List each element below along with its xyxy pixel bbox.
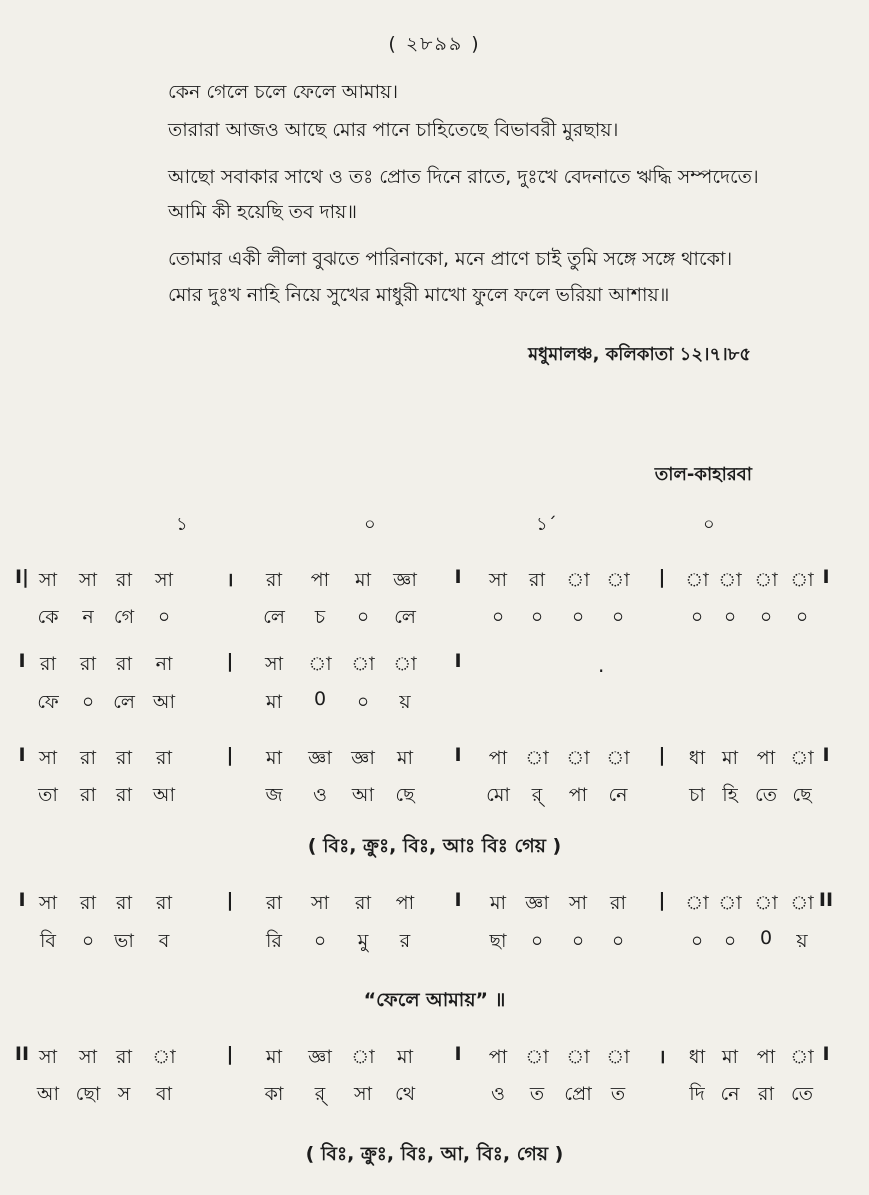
lyric-syllable: ভা bbox=[114, 930, 134, 952]
lyric-syllable: পা bbox=[568, 784, 588, 806]
lyric-line-6: মোর দুঃখ নাহি নিয়ে সুখের মাধুরী মাখো ফুলে ফলে ভরিয়া আশায়॥ bbox=[168, 284, 670, 306]
swara-note: া bbox=[790, 1046, 814, 1068]
swara-note: া bbox=[525, 747, 549, 769]
lyric-syllable: ০ bbox=[795, 606, 809, 628]
lyric-syllable-row bbox=[0, 781, 869, 815]
swara-note: জ্ঞা bbox=[393, 569, 417, 591]
swara-note: সা bbox=[264, 653, 284, 675]
lyric-syllable: ০ bbox=[157, 606, 171, 628]
lyric-syllable: ০ bbox=[81, 930, 95, 952]
lyric-syllable-row bbox=[0, 603, 869, 637]
lyric-syllable: ও bbox=[313, 784, 327, 806]
repeat-instruction-2: ( বিঃ, ক্রুঃ, বিঃ, আ, বিঃ, গেয় ) bbox=[305, 1143, 564, 1165]
lyric-syllable: ০ bbox=[723, 606, 737, 628]
lyric-syllable-row bbox=[0, 1080, 869, 1114]
swara-note: া bbox=[351, 1046, 375, 1068]
swara-note: সা bbox=[568, 892, 588, 914]
swara-note: া bbox=[566, 747, 590, 769]
swara-note: রা bbox=[116, 1046, 132, 1068]
lyric-syllable: ০ bbox=[81, 691, 95, 713]
bar-line: I bbox=[18, 650, 26, 672]
bar-line: I bbox=[822, 566, 830, 588]
lyric-syllable: মু bbox=[357, 930, 369, 952]
swara-note: সা bbox=[78, 569, 98, 591]
lyric-syllable: র bbox=[399, 930, 411, 952]
refrain-note: “ফেলে আমায়” ॥ bbox=[363, 989, 506, 1011]
lyric-syllable: জ bbox=[265, 784, 283, 806]
lyric-syllable: মো bbox=[486, 784, 510, 806]
lyric-syllable: নে bbox=[608, 784, 628, 806]
lyric-syllable: ০ bbox=[313, 930, 327, 952]
swara-note: মা bbox=[265, 1046, 283, 1068]
swara-note: রা bbox=[355, 892, 371, 914]
swara-note: রা bbox=[80, 892, 96, 914]
swara-note: রা bbox=[266, 892, 282, 914]
lyric-syllable: র্ bbox=[531, 784, 543, 806]
bar-line: II bbox=[818, 889, 834, 911]
bar-line: I bbox=[18, 889, 26, 911]
bar-line: I| bbox=[14, 566, 30, 588]
lyric-syllable: ত bbox=[529, 1083, 545, 1105]
lyric-syllable: ব bbox=[158, 930, 170, 952]
bar-line: I bbox=[822, 1043, 830, 1065]
swara-row bbox=[0, 650, 869, 684]
swara-note: া bbox=[754, 892, 778, 914]
lyric-syllable: চা bbox=[689, 784, 705, 806]
swara-note: া bbox=[308, 653, 332, 675]
lyric-syllable: দি bbox=[689, 1083, 705, 1105]
lyric-syllable: চ bbox=[314, 606, 326, 628]
lyric-syllable: ও bbox=[491, 1083, 505, 1105]
lyric-syllable: রি bbox=[266, 930, 282, 952]
swara-note: রা bbox=[116, 747, 132, 769]
lyric-syllable: ন bbox=[82, 606, 94, 628]
bar-line: | bbox=[226, 650, 234, 672]
swara-note: জ্ঞা bbox=[308, 1046, 332, 1068]
lyric-syllable: ০ bbox=[356, 606, 370, 628]
swara-note: ধা bbox=[688, 1046, 706, 1068]
lyric-syllable: সা bbox=[353, 1083, 373, 1105]
beat-marker: ১´ bbox=[536, 514, 557, 535]
lyric-syllable: ০ bbox=[571, 606, 585, 628]
lyric-syllable: রা bbox=[758, 1083, 774, 1105]
lyric-syllable: 0 bbox=[313, 688, 327, 710]
swara-note: রা bbox=[116, 653, 132, 675]
lyric-line-4: আমি কী হয়েছি তব দায়॥ bbox=[168, 201, 358, 223]
swara-note: সা bbox=[78, 1046, 98, 1068]
lyric-syllable: কা bbox=[264, 1083, 284, 1105]
lyric-syllable-row bbox=[0, 688, 869, 722]
lyric-syllable: ০ bbox=[356, 691, 370, 713]
swara-note: া bbox=[685, 892, 709, 914]
swara-note: রা bbox=[610, 892, 626, 914]
lyric-syllable: ০ bbox=[571, 930, 585, 952]
swara-note: মা bbox=[354, 569, 372, 591]
swara-note: সা bbox=[38, 569, 58, 591]
lyric-syllable: আ bbox=[36, 1083, 60, 1105]
swara-note: া bbox=[790, 569, 814, 591]
bar-line: । bbox=[658, 1046, 666, 1068]
lyric-syllable: ত bbox=[610, 1083, 626, 1105]
bar-line: I bbox=[822, 744, 830, 766]
swara-note: া bbox=[606, 569, 630, 591]
lyric-syllable: আ bbox=[152, 784, 176, 806]
swara-note: জ্ঞা bbox=[351, 747, 375, 769]
beat-marker: ০ bbox=[703, 514, 715, 535]
swara-row bbox=[0, 889, 869, 923]
swara-note: রা bbox=[529, 569, 545, 591]
lyric-syllable: তা bbox=[38, 784, 58, 806]
swara-note: পা bbox=[310, 569, 330, 591]
lyric-syllable: ০ bbox=[530, 606, 544, 628]
lyric-syllable: থে bbox=[394, 1083, 416, 1105]
lyric-line-5: তোমার একী লীলা বুঝতে পারিনাকো, মনে প্রাণে চাই তুমি সঙ্গে সঙ্গে থাকো। bbox=[168, 248, 733, 270]
swara-note: সা bbox=[488, 569, 508, 591]
lyric-syllable: বি bbox=[39, 930, 57, 952]
swara-note: া bbox=[718, 569, 742, 591]
swara-note: া bbox=[152, 1046, 176, 1068]
swara-note: া bbox=[685, 569, 709, 591]
lyric-syllable: ০ bbox=[690, 930, 704, 952]
lyric-syllable: ০ bbox=[611, 930, 625, 952]
lyric-syllable: স bbox=[117, 1083, 131, 1105]
lyric-syllable: বা bbox=[155, 1083, 173, 1105]
signature-place-date: মধুমালঞ্চ, কলিকাতা ১২।৭।৮৫ bbox=[528, 344, 751, 365]
swara-note: া bbox=[754, 569, 778, 591]
lyric-syllable: তে bbox=[791, 1083, 813, 1105]
swara-note: া bbox=[606, 1046, 630, 1068]
lyric-syllable: ছো bbox=[75, 1083, 101, 1105]
swara-note: মা bbox=[396, 747, 414, 769]
swara-note: মা bbox=[396, 1046, 414, 1068]
swara-note: া bbox=[718, 892, 742, 914]
repeat-instruction-1: ( বিঃ, ক্রুঃ, বিঃ, আঃ বিঃ গেয় ) bbox=[307, 835, 562, 857]
swara-note: জ্ঞা bbox=[308, 747, 332, 769]
bar-line: I bbox=[454, 1043, 462, 1065]
lyric-line-3: আছো সবাকার সাথে ও তঃ প্রোত দিনে রাতে, দুঃখে বেদনাতে ঋদ্ধি সম্পদেতে। bbox=[168, 166, 759, 188]
lyric-syllable: তে bbox=[755, 784, 777, 806]
bar-line: | bbox=[658, 566, 666, 588]
swara-note: রা bbox=[266, 569, 282, 591]
swara-note: পা bbox=[488, 747, 508, 769]
swara-note: রা bbox=[156, 747, 172, 769]
lyric-syllable: ০ bbox=[491, 606, 505, 628]
lyric-syllable: 0 bbox=[759, 927, 773, 949]
lyric-syllable: গে bbox=[113, 606, 135, 628]
lyric-syllable: আ bbox=[152, 691, 176, 713]
lyric-syllable: ০ bbox=[723, 930, 737, 952]
beat-marker: ০ bbox=[364, 514, 376, 535]
lyric-syllable-row bbox=[0, 927, 869, 961]
lyric-syllable: ছা bbox=[489, 930, 507, 952]
bar-line: I bbox=[18, 744, 26, 766]
bar-line: I bbox=[454, 744, 462, 766]
lyric-syllable: লে bbox=[113, 691, 135, 713]
lyric-syllable: র্ bbox=[314, 1083, 326, 1105]
swara-note: া bbox=[790, 747, 814, 769]
lyric-syllable: মা bbox=[265, 691, 283, 713]
swara-note: রা bbox=[156, 892, 172, 914]
lyric-syllable: ছে bbox=[792, 784, 812, 806]
bar-line: | bbox=[226, 1043, 234, 1065]
lyric-syllable: রা bbox=[80, 784, 96, 806]
bar-line: | bbox=[226, 889, 234, 911]
swara-note: জ্ঞা bbox=[525, 892, 549, 914]
lyric-syllable: ছে bbox=[395, 784, 415, 806]
swara-note: া bbox=[790, 892, 814, 914]
lyric-syllable: নে bbox=[720, 1083, 740, 1105]
bar-line: I bbox=[454, 889, 462, 911]
swara-note: া bbox=[566, 569, 590, 591]
swara-note: া bbox=[525, 1046, 549, 1068]
swara-note: মা bbox=[265, 747, 283, 769]
swara-note: রা bbox=[116, 569, 132, 591]
swara-note: সা bbox=[38, 892, 58, 914]
lyric-syllable: ০ bbox=[759, 606, 773, 628]
taal-label: তাল-কাহারবা bbox=[654, 464, 752, 485]
swara-note: সা bbox=[38, 1046, 58, 1068]
lyric-syllable: ০ bbox=[611, 606, 625, 628]
lyric-syllable: ফে bbox=[37, 691, 59, 713]
bar-line: । bbox=[226, 569, 234, 591]
swara-note: সা bbox=[38, 747, 58, 769]
swara-row bbox=[0, 566, 869, 600]
swara-note: া bbox=[606, 747, 630, 769]
bar-line: I bbox=[454, 566, 462, 588]
lyric-syllable: লে bbox=[263, 606, 285, 628]
bar-line: | bbox=[226, 744, 234, 766]
lyric-syllable: য় bbox=[796, 930, 808, 952]
page-number: ( ২৮৯৯ ) bbox=[388, 33, 481, 55]
swara-note: পা bbox=[395, 892, 415, 914]
swara-row bbox=[0, 1043, 869, 1077]
swara-note: রা bbox=[80, 653, 96, 675]
swara-note: পা bbox=[488, 1046, 508, 1068]
swara-note: না bbox=[155, 653, 173, 675]
swara-note: রা bbox=[80, 747, 96, 769]
swara-note: মা bbox=[721, 747, 739, 769]
lyric-syllable: লে bbox=[394, 606, 416, 628]
bar-line: I bbox=[454, 650, 462, 672]
lyric-line-1: কেন গেলে চলে ফেলে আমায়। bbox=[168, 81, 399, 103]
swara-note: পা bbox=[756, 1046, 776, 1068]
bar-line: II bbox=[14, 1043, 30, 1065]
beat-marker: ১ bbox=[176, 514, 188, 535]
swara-note: সা bbox=[310, 892, 330, 914]
swara-note: া bbox=[566, 1046, 590, 1068]
beat-markers bbox=[0, 510, 869, 540]
swara-note: া bbox=[393, 653, 417, 675]
stray-dot: . bbox=[598, 653, 605, 677]
swara-note: মা bbox=[489, 892, 507, 914]
lyric-syllable: ০ bbox=[530, 930, 544, 952]
swara-note: া bbox=[351, 653, 375, 675]
swara-note: মা bbox=[721, 1046, 739, 1068]
swara-note: ধা bbox=[688, 747, 706, 769]
lyric-syllable: ০ bbox=[690, 606, 704, 628]
lyric-syllable: রা bbox=[116, 784, 132, 806]
bar-line: | bbox=[658, 744, 666, 766]
swara-note: রা bbox=[116, 892, 132, 914]
lyric-line-2: তারারা আজও আছে মোর পানে চাহিতেছে বিভাবরী মুরছায়। bbox=[168, 119, 619, 141]
lyric-syllable: হি bbox=[722, 784, 738, 806]
lyric-syllable: কে bbox=[37, 606, 59, 628]
swara-row bbox=[0, 744, 869, 778]
swara-note: পা bbox=[756, 747, 776, 769]
swara-note: রা bbox=[40, 653, 56, 675]
swara-note: সা bbox=[154, 569, 174, 591]
lyric-syllable: য় bbox=[399, 691, 411, 713]
bar-line: | bbox=[658, 889, 666, 911]
lyric-syllable: আ bbox=[351, 784, 375, 806]
lyric-syllable: প্রো bbox=[564, 1083, 592, 1105]
